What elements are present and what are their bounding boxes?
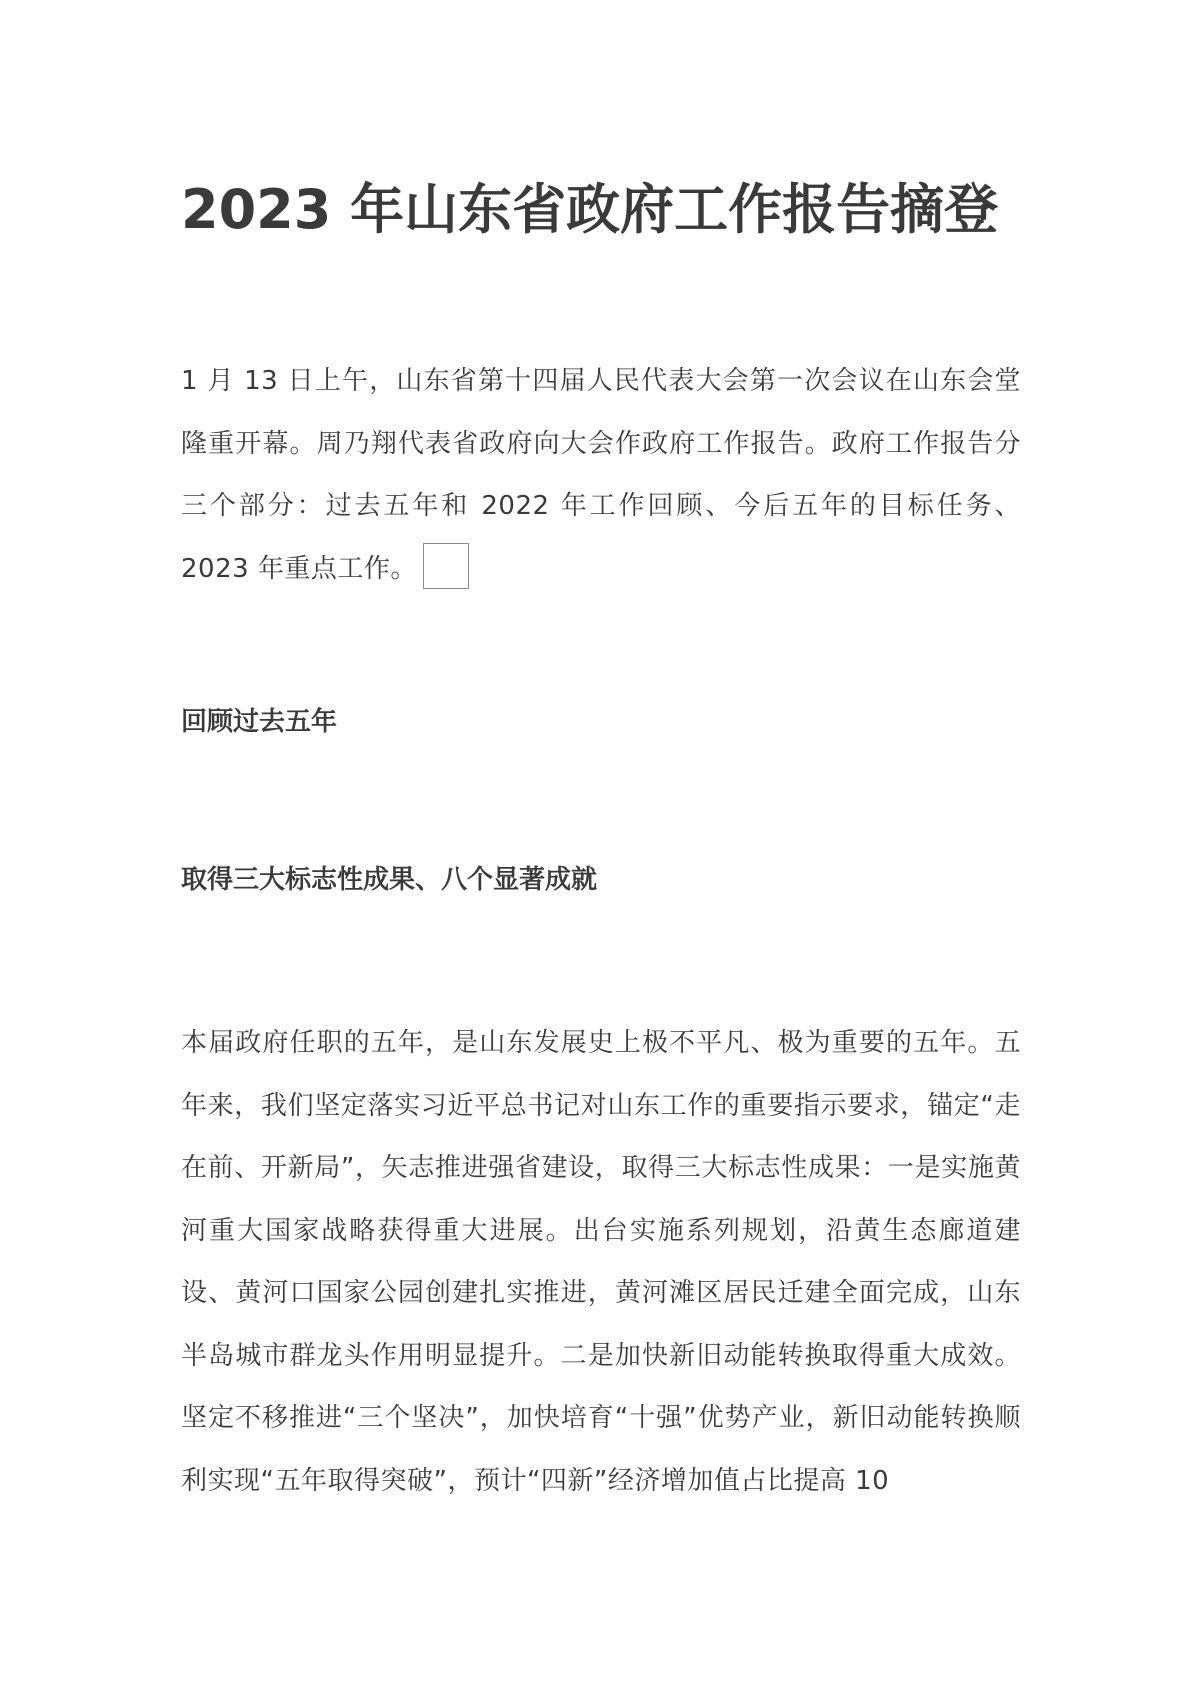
- intro-paragraph: [181, 350, 1021, 600]
- sub-heading: 取得三大标志性成果、八个显著成就: [181, 865, 598, 895]
- section-heading: 回顾过去五年: [181, 707, 338, 737]
- body-paragraph: 本届政府任职的五年，是山东发展史上极不平凡、极为重要的五年。五年来，我们坚定落实习近平总书记对山东工作的重要指示要求，锚定“走在前、开新局”，矢志推进强省建设，取得三大标志性成果：一是实施黄河重大国家战略获得重大进展。出台实施系列规划，沿黄生态廊道建设、黄河口国家公园创建扎实推进，黄河滩区居民迁建全面完成，山东半岛城市群龙头作用明显提升。二是加快新旧动能转换取得重大成效。坚定不移推进“三个坚决”，加快培育“十强”优势产业，新旧动能转换顺利实现“五年取得突破”，预计“四新”经济增加值占比提高 10: [181, 1028, 1021, 1496]
- image-placeholder: [423, 543, 469, 589]
- document-title: 2023 年山东省政府工作报告摘登: [181, 178, 999, 241]
- intro-text: 1 月 13 日上午，山东省第十四届人民代表大会第一次会议在山东会堂隆重开幕。周乃翔代表省政府向大会作政府工作报告。政府工作报告分三个部分：过去五年和 2022 年工作回顾、今后五年的目标任务、2023 年重点工作。: [181, 366, 1021, 584]
